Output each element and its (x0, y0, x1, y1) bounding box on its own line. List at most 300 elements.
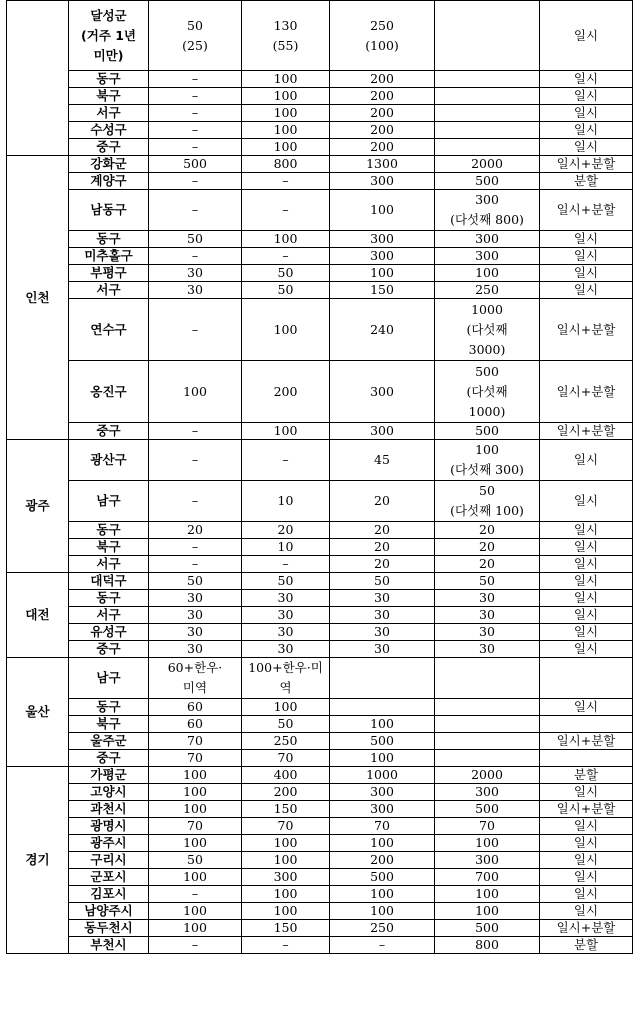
third-child-cell: 100 (330, 903, 435, 920)
district-cell: 김포시 (69, 886, 149, 903)
fourth-child-cell: 800 (435, 937, 540, 954)
payment-method-cell: 일시 (540, 440, 633, 481)
region-cell (7, 1, 69, 156)
table-row (7, 423, 633, 440)
first-child-cell: 60 (149, 699, 242, 716)
third-child-cell: 200 (330, 71, 435, 88)
payment-method-cell: 일시 (540, 139, 633, 156)
second-child-cell: 100 (242, 299, 330, 361)
first-child-cell: – (149, 440, 242, 481)
cell-line: (다섯째 (466, 321, 508, 337)
first-child-cell: – (149, 190, 242, 231)
payment-method-cell: 일시 (540, 282, 633, 299)
first-child-cell: 500 (149, 156, 242, 173)
fourth-child-cell: 100 (435, 903, 540, 920)
district-cell: 연수구 (69, 299, 149, 361)
first-child-cell: 70 (149, 733, 242, 750)
cell-line: 100 (475, 442, 499, 457)
table-row (7, 835, 633, 852)
table-row (7, 282, 633, 299)
payment-method-cell: 일시 (540, 607, 633, 624)
first-child-cell: – (149, 299, 242, 361)
third-child-cell: 100 (330, 835, 435, 852)
payment-method-cell: 일시 (540, 105, 633, 122)
payment-method-cell (540, 750, 633, 767)
district-cell: 미추홀구 (69, 248, 149, 265)
payment-method-cell: 일시+분할 (540, 423, 633, 440)
table-row (7, 886, 633, 903)
third-child-cell: 30 (330, 624, 435, 641)
fourth-child-cell: 300 (435, 852, 540, 869)
fourth-child-cell: 250 (435, 282, 540, 299)
first-child-cell: 30 (149, 641, 242, 658)
cell-line: (다섯째 100) (450, 503, 524, 518)
first-child-cell: 30 (149, 590, 242, 607)
cell-line: 일시 (573, 27, 599, 43)
second-child-cell (242, 658, 330, 699)
payment-method-cell: 일시 (540, 818, 633, 835)
second-child-cell: 100 (242, 71, 330, 88)
third-child-cell: – (330, 937, 435, 954)
cell-line: 달성군 (90, 7, 127, 23)
table-row (7, 173, 633, 190)
district-cell: 부천시 (69, 937, 149, 954)
fourth-child-cell: 500 (435, 423, 540, 440)
table-row (7, 869, 633, 886)
third-child-cell: 20 (330, 522, 435, 539)
table-row (7, 88, 633, 105)
payment-method-cell: 일시 (540, 122, 633, 139)
second-child-cell: 70 (242, 750, 330, 767)
first-child-cell: 70 (149, 818, 242, 835)
fourth-child-cell (435, 122, 540, 139)
payment-method-cell: 일시 (540, 539, 633, 556)
fourth-child-cell (435, 105, 540, 122)
first-child-cell: – (149, 105, 242, 122)
payment-method-cell: 일시+분할 (540, 361, 633, 423)
second-child-cell: 200 (242, 784, 330, 801)
fourth-child-cell: 70 (435, 818, 540, 835)
first-child-cell: 100 (149, 784, 242, 801)
first-child-cell: 100 (149, 835, 242, 852)
district-cell: 북구 (69, 88, 149, 105)
table-row (7, 852, 633, 869)
table-row (7, 1, 633, 71)
first-child-cell: – (149, 556, 242, 573)
cell-line: (55) (272, 37, 299, 53)
table-row (7, 573, 633, 590)
district-cell: 동구 (69, 231, 149, 248)
first-child-cell: 50 (149, 852, 242, 869)
fourth-child-cell: 2000 (435, 156, 540, 173)
payment-method-cell: 일시 (540, 71, 633, 88)
district-cell: 옹진구 (69, 361, 149, 423)
cell-line: 50 (187, 17, 203, 33)
region-cell: 인천 (7, 156, 69, 440)
second-child-cell: – (242, 190, 330, 231)
table-row (7, 248, 633, 265)
second-child-cell: – (242, 173, 330, 190)
second-child-cell: 300 (242, 869, 330, 886)
second-child-cell: 30 (242, 607, 330, 624)
district-cell: 서구 (69, 282, 149, 299)
first-child-cell: 50 (149, 231, 242, 248)
payment-method-cell: 일시 (540, 573, 633, 590)
region-cell: 광주 (7, 440, 69, 573)
third-child-cell: 200 (330, 88, 435, 105)
district-cell: 중구 (69, 139, 149, 156)
payment-method-cell: 일시+분할 (540, 156, 633, 173)
district-cell: 광명시 (69, 818, 149, 835)
district-cell: 울주군 (69, 733, 149, 750)
district-cell: 남동구 (69, 190, 149, 231)
third-child-cell: 240 (330, 299, 435, 361)
fourth-child-cell: 300 (435, 784, 540, 801)
second-child-cell: 70 (242, 818, 330, 835)
cell-line: 100+한우·미 (248, 660, 323, 675)
first-child-cell: – (149, 173, 242, 190)
payment-method-cell: 일시 (540, 835, 633, 852)
fourth-child-cell: 30 (435, 590, 540, 607)
third-child-cell: 100 (330, 265, 435, 282)
first-child-cell: 100 (149, 869, 242, 886)
third-child-cell: 100 (330, 886, 435, 903)
third-child-cell: 50 (330, 573, 435, 590)
second-child-cell: 30 (242, 624, 330, 641)
district-cell: 강화군 (69, 156, 149, 173)
payment-method-cell (540, 658, 633, 699)
third-child-cell: 20 (330, 539, 435, 556)
third-child-cell: 200 (330, 852, 435, 869)
payment-method-cell: 일시 (540, 556, 633, 573)
table-row (7, 299, 633, 361)
district-cell: 북구 (69, 539, 149, 556)
payment-method-cell: 일시 (540, 88, 633, 105)
district-cell: 동구 (69, 699, 149, 716)
second-child-cell: 30 (242, 590, 330, 607)
fourth-child-cell (435, 190, 540, 231)
table-row (7, 920, 633, 937)
district-cell: 대덕구 (69, 573, 149, 590)
third-child-cell: 500 (330, 869, 435, 886)
district-cell: 유성구 (69, 624, 149, 641)
third-child-cell: 100 (330, 716, 435, 733)
third-child-cell: 200 (330, 105, 435, 122)
cell-line: 3000) (468, 341, 506, 357)
payment-method-cell: 일시 (540, 231, 633, 248)
cell-line: (거주 1년 (81, 27, 136, 43)
district-cell (69, 1, 149, 71)
payment-method-cell: 일시+분할 (540, 733, 633, 750)
table-row (7, 139, 633, 156)
second-child-cell: 20 (242, 522, 330, 539)
fourth-child-cell: 500 (435, 801, 540, 818)
table-row (7, 156, 633, 173)
payment-method-cell: 분할 (540, 767, 633, 784)
district-cell: 동구 (69, 71, 149, 88)
fourth-child-cell (435, 658, 540, 699)
third-child-cell: 100 (330, 750, 435, 767)
first-child-cell: 100 (149, 361, 242, 423)
third-child-cell: 100 (330, 190, 435, 231)
first-child-cell: 30 (149, 282, 242, 299)
fourth-child-cell (435, 361, 540, 423)
fourth-child-cell (435, 733, 540, 750)
cell-line: 500 (475, 363, 499, 379)
second-child-cell: 100 (242, 835, 330, 852)
third-child-cell: 20 (330, 481, 435, 522)
fourth-child-cell (435, 750, 540, 767)
cell-line: (다섯째 (466, 383, 508, 399)
first-child-cell: 100 (149, 767, 242, 784)
district-cell: 가평군 (69, 767, 149, 784)
third-child-cell: 300 (330, 173, 435, 190)
table-row (7, 440, 633, 481)
third-child-cell: 300 (330, 423, 435, 440)
payment-method-cell: 일시 (540, 641, 633, 658)
cell-line: (다섯째 800) (450, 212, 524, 227)
cell-line: 역 (279, 680, 292, 695)
fourth-child-cell (435, 299, 540, 361)
payment-method-cell: 일시 (540, 248, 633, 265)
second-child-cell: 100 (242, 852, 330, 869)
second-child-cell: 50 (242, 282, 330, 299)
third-child-cell: 20 (330, 556, 435, 573)
district-cell: 부평구 (69, 265, 149, 282)
fourth-child-cell: 20 (435, 539, 540, 556)
first-child-cell: 50 (149, 573, 242, 590)
fourth-child-cell (435, 716, 540, 733)
district-cell: 군포시 (69, 869, 149, 886)
third-child-cell: 1300 (330, 156, 435, 173)
district-cell: 광산구 (69, 440, 149, 481)
cell-line: 60+한우· (167, 660, 223, 675)
table-row (7, 522, 633, 539)
fourth-child-cell: 100 (435, 265, 540, 282)
first-child-cell: 60 (149, 716, 242, 733)
district-cell: 과천시 (69, 801, 149, 818)
first-child-cell (149, 658, 242, 699)
table-row (7, 190, 633, 231)
table-row (7, 481, 633, 522)
third-child-cell: 30 (330, 641, 435, 658)
cell-line: (100) (365, 37, 399, 53)
second-child-cell (242, 1, 330, 71)
table-row (7, 607, 633, 624)
third-child-cell: 200 (330, 139, 435, 156)
second-child-cell: 250 (242, 733, 330, 750)
fourth-child-cell (435, 440, 540, 481)
district-cell: 서구 (69, 105, 149, 122)
first-child-cell: 30 (149, 265, 242, 282)
cell-line: 50 (479, 483, 495, 498)
third-child-cell: 300 (330, 801, 435, 818)
district-cell: 북구 (69, 716, 149, 733)
first-child-cell: – (149, 248, 242, 265)
third-child-cell: 250 (330, 920, 435, 937)
region-cell: 대전 (7, 573, 69, 658)
third-child-cell: 300 (330, 784, 435, 801)
table-row (7, 784, 633, 801)
table-body (7, 1, 633, 954)
fourth-child-cell (435, 1, 540, 71)
table-row (7, 265, 633, 282)
fourth-child-cell (435, 71, 540, 88)
payment-method-cell: 일시 (540, 886, 633, 903)
birth-grant-table-wrapper (6, 0, 633, 954)
third-child-cell: 300 (330, 248, 435, 265)
region-cell: 경기 (7, 767, 69, 954)
fourth-child-cell: 20 (435, 522, 540, 539)
first-child-cell: 100 (149, 903, 242, 920)
payment-method-cell (540, 716, 633, 733)
cell-line: 미역 (182, 680, 208, 695)
second-child-cell: 800 (242, 156, 330, 173)
table-row (7, 801, 633, 818)
fourth-child-cell (435, 139, 540, 156)
first-child-cell: 20 (149, 522, 242, 539)
table-row (7, 733, 633, 750)
table-row (7, 716, 633, 733)
payment-method-cell: 일시+분할 (540, 190, 633, 231)
district-cell: 광주시 (69, 835, 149, 852)
first-child-cell: 70 (149, 750, 242, 767)
birth-grant-table (6, 0, 633, 954)
table-row (7, 361, 633, 423)
payment-method-cell: 일시+분할 (540, 299, 633, 361)
fourth-child-cell: 700 (435, 869, 540, 886)
third-child-cell: 200 (330, 122, 435, 139)
second-child-cell: 100 (242, 903, 330, 920)
district-cell: 서구 (69, 607, 149, 624)
fourth-child-cell: 100 (435, 886, 540, 903)
fourth-child-cell: 30 (435, 624, 540, 641)
table-row (7, 937, 633, 954)
district-cell: 동구 (69, 590, 149, 607)
payment-method-cell: 일시 (540, 624, 633, 641)
payment-method-cell: 일시 (540, 869, 633, 886)
fourth-child-cell: 500 (435, 173, 540, 190)
second-child-cell: 150 (242, 920, 330, 937)
first-child-cell: – (149, 122, 242, 139)
third-child-cell: 1000 (330, 767, 435, 784)
payment-method-cell: 일시 (540, 852, 633, 869)
second-child-cell: – (242, 440, 330, 481)
third-child-cell: 30 (330, 607, 435, 624)
district-cell: 남양주시 (69, 903, 149, 920)
district-cell: 구리시 (69, 852, 149, 869)
second-child-cell: 100 (242, 886, 330, 903)
payment-method-cell: 분할 (540, 173, 633, 190)
fourth-child-cell: 30 (435, 641, 540, 658)
fourth-child-cell: 50 (435, 573, 540, 590)
district-cell: 고양시 (69, 784, 149, 801)
table-row (7, 903, 633, 920)
payment-method-cell: 일시 (540, 699, 633, 716)
table-row (7, 658, 633, 699)
first-child-cell (149, 1, 242, 71)
cell-line: 300 (475, 192, 499, 207)
payment-method-cell: 일시 (540, 590, 633, 607)
district-cell: 동두천시 (69, 920, 149, 937)
first-child-cell: – (149, 539, 242, 556)
third-child-cell (330, 1, 435, 71)
district-cell: 수성구 (69, 122, 149, 139)
table-row (7, 624, 633, 641)
second-child-cell: 100 (242, 139, 330, 156)
second-child-cell: 150 (242, 801, 330, 818)
fourth-child-cell: 300 (435, 231, 540, 248)
district-cell: 계양구 (69, 173, 149, 190)
district-cell: 중구 (69, 423, 149, 440)
third-child-cell: 30 (330, 590, 435, 607)
third-child-cell: 300 (330, 231, 435, 248)
third-child-cell: 300 (330, 361, 435, 423)
table-row (7, 590, 633, 607)
second-child-cell: 50 (242, 573, 330, 590)
third-child-cell (330, 658, 435, 699)
second-child-cell: – (242, 937, 330, 954)
cell-line: 1000) (468, 403, 506, 419)
second-child-cell: 100 (242, 122, 330, 139)
table-row (7, 641, 633, 658)
third-child-cell: 70 (330, 818, 435, 835)
second-child-cell: 50 (242, 265, 330, 282)
fourth-child-cell: 500 (435, 920, 540, 937)
second-child-cell: 50 (242, 716, 330, 733)
table-row (7, 767, 633, 784)
payment-method-cell: 일시 (540, 522, 633, 539)
payment-method-cell: 일시+분할 (540, 801, 633, 818)
district-cell: 중구 (69, 750, 149, 767)
first-child-cell: 100 (149, 801, 242, 818)
second-child-cell: 10 (242, 539, 330, 556)
third-child-cell: 500 (330, 733, 435, 750)
second-child-cell: 200 (242, 361, 330, 423)
payment-method-cell: 일시+분할 (540, 920, 633, 937)
first-child-cell: – (149, 423, 242, 440)
cell-line: 250 (370, 17, 394, 33)
district-cell: 동구 (69, 522, 149, 539)
second-child-cell: 100 (242, 231, 330, 248)
cell-line: (다섯째 300) (450, 462, 524, 477)
table-row (7, 556, 633, 573)
fourth-child-cell (435, 88, 540, 105)
district-cell: 남구 (69, 481, 149, 522)
cell-line: 130 (273, 17, 298, 33)
second-child-cell: – (242, 556, 330, 573)
fourth-child-cell: 300 (435, 248, 540, 265)
second-child-cell: 100 (242, 105, 330, 122)
first-child-cell: – (149, 481, 242, 522)
payment-method-cell (540, 1, 633, 71)
payment-method-cell: 일시 (540, 481, 633, 522)
district-cell: 서구 (69, 556, 149, 573)
cell-line: 미만) (93, 47, 124, 63)
third-child-cell: 150 (330, 282, 435, 299)
payment-method-cell: 일시 (540, 265, 633, 282)
fourth-child-cell: 30 (435, 607, 540, 624)
second-child-cell: 100 (242, 88, 330, 105)
first-child-cell: 100 (149, 920, 242, 937)
first-child-cell: – (149, 139, 242, 156)
table-row (7, 539, 633, 556)
payment-method-cell: 분할 (540, 937, 633, 954)
fourth-child-cell (435, 481, 540, 522)
first-child-cell: – (149, 937, 242, 954)
second-child-cell: 30 (242, 641, 330, 658)
second-child-cell: 400 (242, 767, 330, 784)
